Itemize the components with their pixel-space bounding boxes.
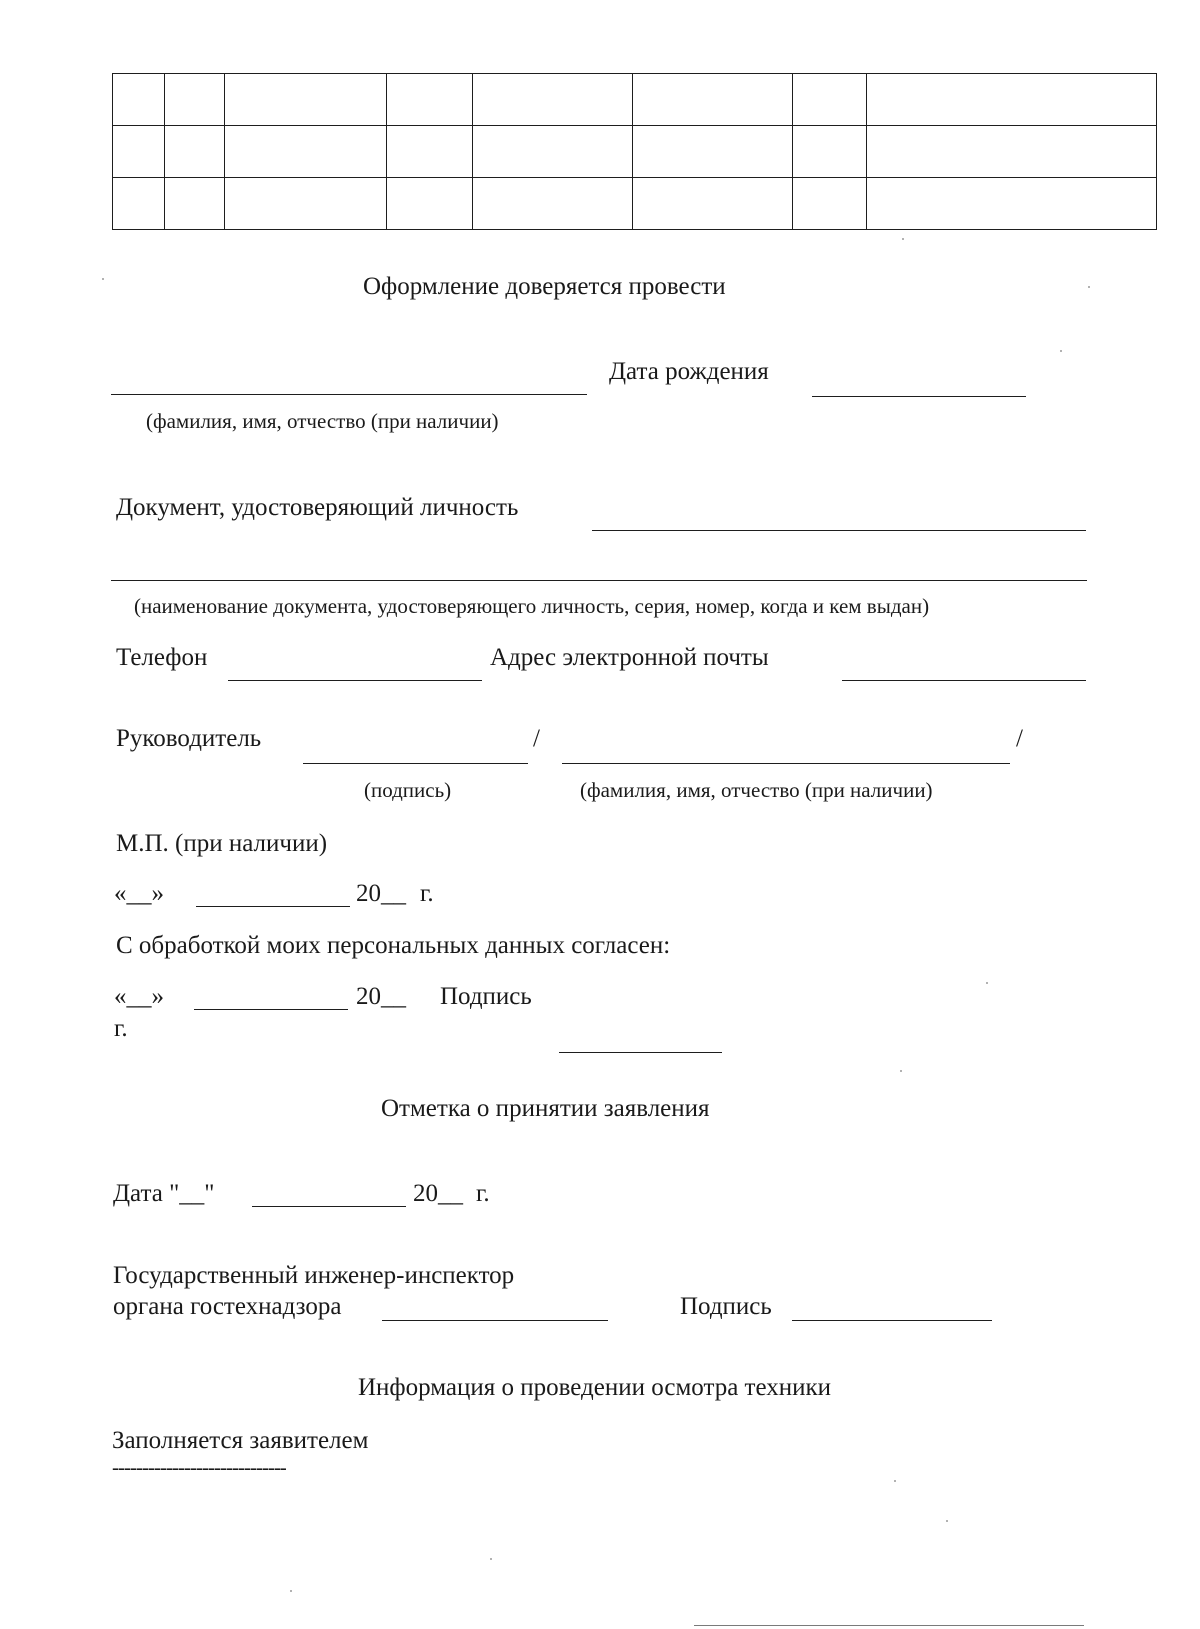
- id-document-label: Документ, удостоверяющий личность: [116, 494, 519, 521]
- date-year-prefix: 20__: [356, 880, 406, 907]
- head-label: Руководитель: [116, 725, 262, 752]
- head-fio-caption: (фамилия, имя, отчество (при наличии): [580, 778, 933, 802]
- birth-date-label: Дата рождения: [609, 358, 769, 385]
- table-cell[interactable]: [225, 126, 387, 178]
- consent-label: С обработкой моих персональных данных согласен:: [116, 932, 671, 959]
- table-cell[interactable]: [113, 74, 165, 126]
- acceptance-date-year-suffix: г.: [476, 1180, 490, 1207]
- inspector-name-field[interactable]: [382, 1320, 608, 1321]
- table-row: [113, 74, 1157, 126]
- table-cell[interactable]: [867, 126, 1157, 178]
- inspection-section-title: Информация о проведении осмотра техники: [358, 1374, 832, 1401]
- scan-speck: [894, 1480, 896, 1482]
- table-cell[interactable]: [633, 74, 793, 126]
- birth-date-field[interactable]: [812, 396, 1026, 397]
- table-cell[interactable]: [387, 74, 473, 126]
- page-edge-line: [694, 1625, 1084, 1626]
- consent-date-month-field[interactable]: [194, 1009, 348, 1010]
- acceptance-date-prefix: Дата "__": [113, 1180, 215, 1207]
- scan-speck: [490, 1558, 492, 1560]
- table-cell[interactable]: [225, 74, 387, 126]
- head-fio-field[interactable]: [562, 763, 1010, 764]
- scan-speck: [290, 1590, 292, 1592]
- date-month-field[interactable]: [196, 906, 350, 907]
- inspector-signature-field[interactable]: [792, 1320, 992, 1321]
- table-cell[interactable]: [165, 126, 225, 178]
- scan-speck: [946, 1520, 948, 1522]
- acceptance-date-month-field[interactable]: [252, 1206, 406, 1207]
- date-year-suffix: г.: [420, 880, 434, 907]
- email-label: Адрес электронной почты: [490, 644, 769, 671]
- dashed-separator: -----------------------------: [112, 1455, 286, 1479]
- acceptance-section-title: Отметка о принятии заявления: [381, 1095, 710, 1122]
- consent-date-year-prefix: 20__: [356, 983, 406, 1010]
- inspector-title-line2: органа гостехнадзора: [113, 1293, 342, 1320]
- scan-speck: [102, 278, 104, 280]
- scan-speck: [1060, 350, 1062, 352]
- date-day-quote: «__»: [114, 880, 164, 907]
- table-cell[interactable]: [165, 178, 225, 230]
- table-row: [113, 178, 1157, 230]
- id-document-caption: (наименование документа, удостоверяющего личность, серия, номер, когда и кем выдан): [134, 594, 930, 618]
- table-cell[interactable]: [633, 126, 793, 178]
- table-cell[interactable]: [113, 178, 165, 230]
- table-cell[interactable]: [387, 126, 473, 178]
- phone-field[interactable]: [228, 680, 482, 681]
- table-cell[interactable]: [113, 126, 165, 178]
- table-cell[interactable]: [633, 178, 793, 230]
- table-cell[interactable]: [225, 178, 387, 230]
- acceptance-date-year-prefix: 20__: [413, 1180, 463, 1207]
- table-row: [113, 126, 1157, 178]
- consent-date-day-quote: «__»: [114, 983, 164, 1010]
- id-document-details-field[interactable]: [111, 580, 1087, 581]
- head-signature-field[interactable]: [303, 763, 528, 764]
- inspector-title-line1: Государственный инженер-инспектор: [113, 1262, 515, 1289]
- delegate-fio-field[interactable]: [111, 394, 587, 395]
- table-cell[interactable]: [387, 178, 473, 230]
- scan-speck: [902, 238, 904, 240]
- id-document-field[interactable]: [592, 530, 1086, 531]
- signature-caption: (подпись): [364, 778, 452, 802]
- phone-label: Телефон: [116, 644, 208, 671]
- table-cell[interactable]: [867, 74, 1157, 126]
- table-cell[interactable]: [793, 178, 867, 230]
- consent-signature-field[interactable]: [559, 1052, 722, 1053]
- table-cell[interactable]: [473, 74, 633, 126]
- inspector-signature-label: Подпись: [680, 1293, 772, 1320]
- slash-separator: /: [1016, 725, 1023, 752]
- scan-speck: [986, 982, 988, 984]
- consent-date-year-suffix: г.: [114, 1015, 128, 1042]
- table-cell[interactable]: [165, 74, 225, 126]
- delegate-fio-caption: (фамилия, имя, отчество (при наличии): [146, 409, 499, 433]
- filled-by-label: Заполняется заявителем: [112, 1427, 369, 1454]
- table-cell[interactable]: [473, 178, 633, 230]
- consent-signature-label: Подпись: [440, 983, 532, 1010]
- stamp-label: М.П. (при наличии): [116, 830, 328, 857]
- table-cell[interactable]: [473, 126, 633, 178]
- table-cell[interactable]: [867, 178, 1157, 230]
- table-cell[interactable]: [793, 126, 867, 178]
- empty-grid-table: [112, 73, 1157, 230]
- scan-speck: [1088, 286, 1090, 288]
- table-cell[interactable]: [793, 74, 867, 126]
- email-field[interactable]: [842, 680, 1086, 681]
- slash-separator: /: [533, 725, 540, 752]
- scan-speck: [900, 1070, 902, 1072]
- delegate-section-title: Оформление доверяется провести: [363, 273, 726, 300]
